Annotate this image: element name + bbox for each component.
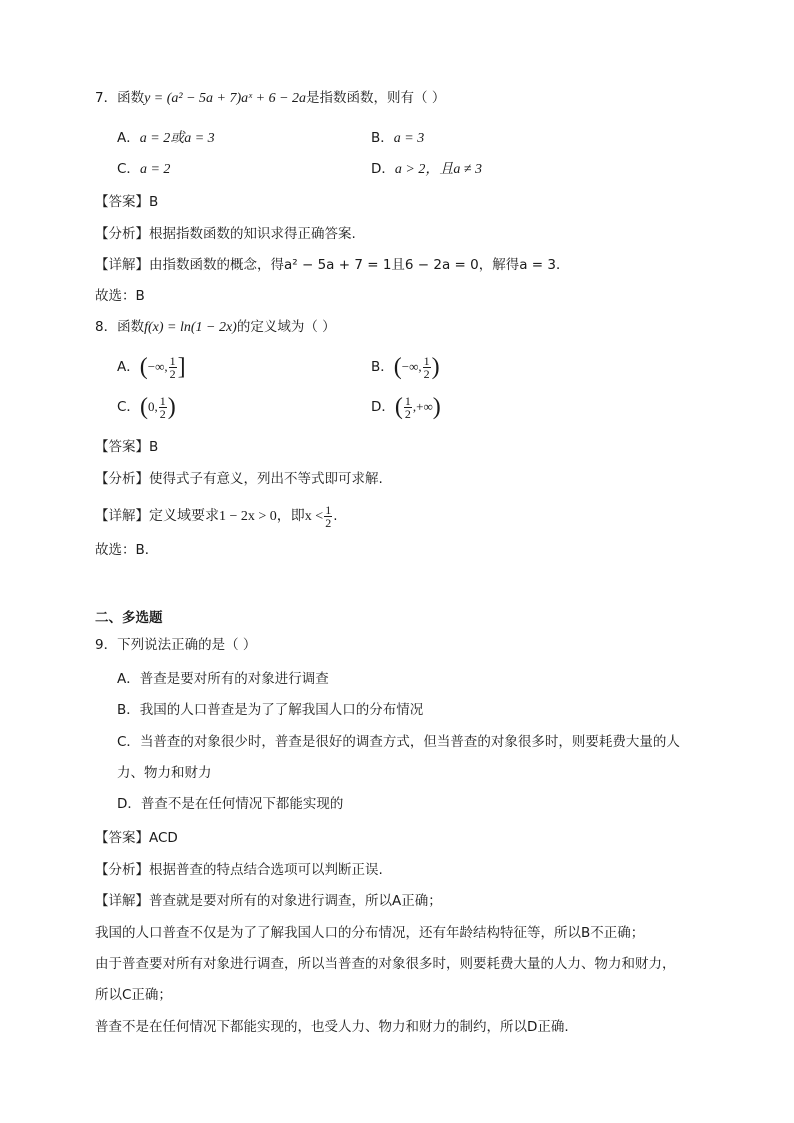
q8-option-a-close: ]	[177, 354, 186, 380]
q9-stem	[95, 636, 256, 654]
q9-option-d-label: D．	[117, 796, 141, 812]
q7-stem-formula: y = (a² − 5a + 7)aˣ + 6 − 2a	[144, 91, 307, 106]
q8-option-a-den: 2	[169, 366, 176, 381]
q8-number: 8．	[95, 319, 118, 335]
q9-detail-line-4: 所以C正确；	[95, 987, 172, 1003]
q8-analysis-tag: 【分析】	[95, 471, 149, 487]
q8-option-d-num: 1	[404, 393, 411, 408]
q7-option-d-text: a > 2，且a ≠ 3	[394, 162, 483, 177]
q8-option-d	[371, 392, 441, 422]
q9-option-b-label: B．	[117, 702, 140, 718]
q8-detail-frac	[324, 504, 332, 529]
q9-option-a-text: 普查是要对所有的对象进行调查	[139, 671, 329, 687]
q8-answer	[95, 438, 158, 456]
q8-option-c-label: C．	[117, 399, 140, 415]
q9-answer-value: ACD	[149, 830, 178, 846]
q7-stem-suffix: 是指数函数，则有（ ）	[306, 90, 446, 106]
q8-option-b	[371, 352, 440, 382]
q8-option-c-frac	[159, 395, 167, 420]
q8-option-d-label: D．	[371, 399, 395, 415]
q7-option-a	[117, 129, 215, 148]
q8-detail-num: 1	[325, 502, 332, 517]
q9-option-a	[117, 670, 329, 688]
q8-option-a-open: (	[139, 354, 148, 380]
q8-option-b-num: 1	[423, 353, 430, 368]
q8-option-d-close: )	[432, 394, 441, 420]
q9-analysis-text: 根据普查的特点结合选项可以判断正误.	[149, 862, 383, 878]
q8-option-b-close: )	[431, 354, 440, 380]
q7-option-c-label: C．	[117, 161, 140, 177]
q7-option-c	[117, 160, 170, 179]
q8-option-d-frac	[404, 395, 412, 420]
q9-stem-text: 下列说法正确的是（ ）	[117, 637, 257, 653]
q9-detail-line-3: 由于普查要对所有对象进行调查，所以当普查的对象很多时，则要耗费大量的人力、物力和财力，	[95, 956, 676, 972]
q9-option-d-text: 普查不是在任何情况下都能实现的	[140, 796, 344, 812]
q8-option-d-right: ,+∞	[412, 399, 433, 414]
section-heading: 二、多选题	[95, 610, 163, 626]
q7-option-c-text: a = 2	[139, 162, 171, 177]
q8-detail-den: 2	[325, 515, 332, 530]
q8-option-b-left: −∞,	[401, 359, 422, 374]
q9-detail	[95, 892, 442, 910]
q7-analysis	[95, 225, 356, 243]
q8-analysis	[95, 470, 383, 488]
q9-option-d	[117, 795, 343, 813]
q7-number: 7．	[95, 90, 118, 106]
q7-answer	[95, 193, 158, 211]
q8-detail-suffix: .	[333, 508, 338, 524]
q8-stem-prefix: 函数	[117, 319, 145, 335]
q7-answer-tag: 【答案】	[95, 194, 149, 210]
q8-option-c-close: )	[167, 394, 176, 420]
q8-option-a	[117, 352, 186, 382]
q9-number: 9．	[95, 637, 118, 653]
q8-stem	[95, 318, 336, 337]
q8-conclusion: 故选：B．	[95, 542, 159, 558]
q8-detail-prefix: 定义域要求1 − 2x > 0，即x <	[149, 509, 324, 524]
q8-detail-tag: 【详解】	[95, 508, 149, 524]
q8-option-a-left: −∞,	[147, 359, 168, 374]
q7-option-a-text: a = 2或a = 3	[139, 131, 215, 146]
q8-option-a-frac	[169, 355, 177, 380]
q7-analysis-text: 根据指数函数的知识求得正确答案.	[149, 226, 356, 242]
q9-option-c-continued	[117, 764, 212, 782]
q9-detail-line-5: 普查不是在任何情况下都能实现的，也受人力、物力和财力的制约，所以D正确.	[95, 1019, 569, 1035]
q9-analysis-tag: 【分析】	[95, 862, 149, 878]
q9-option-b-text: 我国的人口普查是为了了解我国人口的分布情况	[139, 702, 424, 718]
q7-answer-value: B	[149, 194, 159, 210]
q8-detail	[95, 503, 337, 530]
q9-option-c-text: 当普查的对象很少时，普查是很好的调查方式，但当普查的对象很多时，则要耗费大量的人	[139, 734, 680, 750]
q7-analysis-tag: 【分析】	[95, 226, 149, 242]
q9-option-c-cont-text: 力、物力和财力	[117, 765, 212, 781]
q8-stem-formula: f(x) = ln(1 − 2x)	[144, 320, 237, 335]
q8-option-c	[117, 392, 176, 422]
q9-analysis	[95, 861, 383, 879]
q7-option-d	[371, 160, 482, 179]
q8-option-c-num: 1	[159, 393, 166, 408]
q7-conclusion: 故选：B	[95, 288, 145, 304]
q9-option-a-label: A．	[117, 671, 140, 687]
q7-stem-prefix: 函数	[117, 90, 145, 106]
q7-option-b	[371, 129, 424, 148]
q8-option-b-frac	[423, 355, 431, 380]
q8-answer-tag: 【答案】	[95, 439, 149, 455]
q8-option-b-open: (	[393, 354, 402, 380]
q9-answer-tag: 【答案】	[95, 830, 149, 846]
q8-option-b-label: B．	[371, 359, 394, 375]
q8-option-c-den: 2	[159, 406, 166, 421]
q8-option-c-open: (	[139, 394, 148, 420]
q8-analysis-text: 使得式子有意义，列出不等式即可求解.	[149, 471, 383, 487]
q7-detail	[95, 256, 570, 274]
q9-detail-tag: 【详解】	[95, 893, 149, 909]
q8-answer-value: B	[149, 439, 159, 455]
q9-answer	[95, 829, 178, 847]
q7-option-d-label: D．	[371, 161, 395, 177]
q7-stem	[95, 89, 445, 108]
q9-detail-line-2: 我国的人口普查不仅是为了了解我国人口的分布情况，还有年龄结构特征等，所以B不正确；	[95, 925, 645, 941]
q8-option-c-left: 0,	[147, 399, 158, 414]
q9-detail-line-1: 普查就是要对所有的对象进行调查，所以A正确；	[149, 893, 442, 909]
q8-option-a-label: A．	[117, 359, 140, 375]
q9-option-c-label: C．	[117, 734, 140, 750]
q8-option-d-open: (	[394, 394, 403, 420]
q9-option-c	[117, 733, 680, 751]
q9-option-b	[117, 701, 423, 719]
q7-detail-text: 由指数函数的概念，得a² − 5a + 7 = 1且6 − 2a = 0，解得a = 3．	[149, 257, 570, 273]
q7-option-b-label: B．	[371, 130, 394, 146]
q8-option-d-den: 2	[404, 406, 411, 421]
q7-option-b-text: a = 3	[393, 131, 425, 146]
q7-detail-tag: 【详解】	[95, 257, 149, 273]
q8-option-a-num: 1	[169, 353, 176, 368]
q7-option-a-label: A．	[117, 130, 140, 146]
q8-option-b-den: 2	[423, 366, 430, 381]
q8-stem-suffix: 的定义域为（ ）	[236, 319, 336, 335]
